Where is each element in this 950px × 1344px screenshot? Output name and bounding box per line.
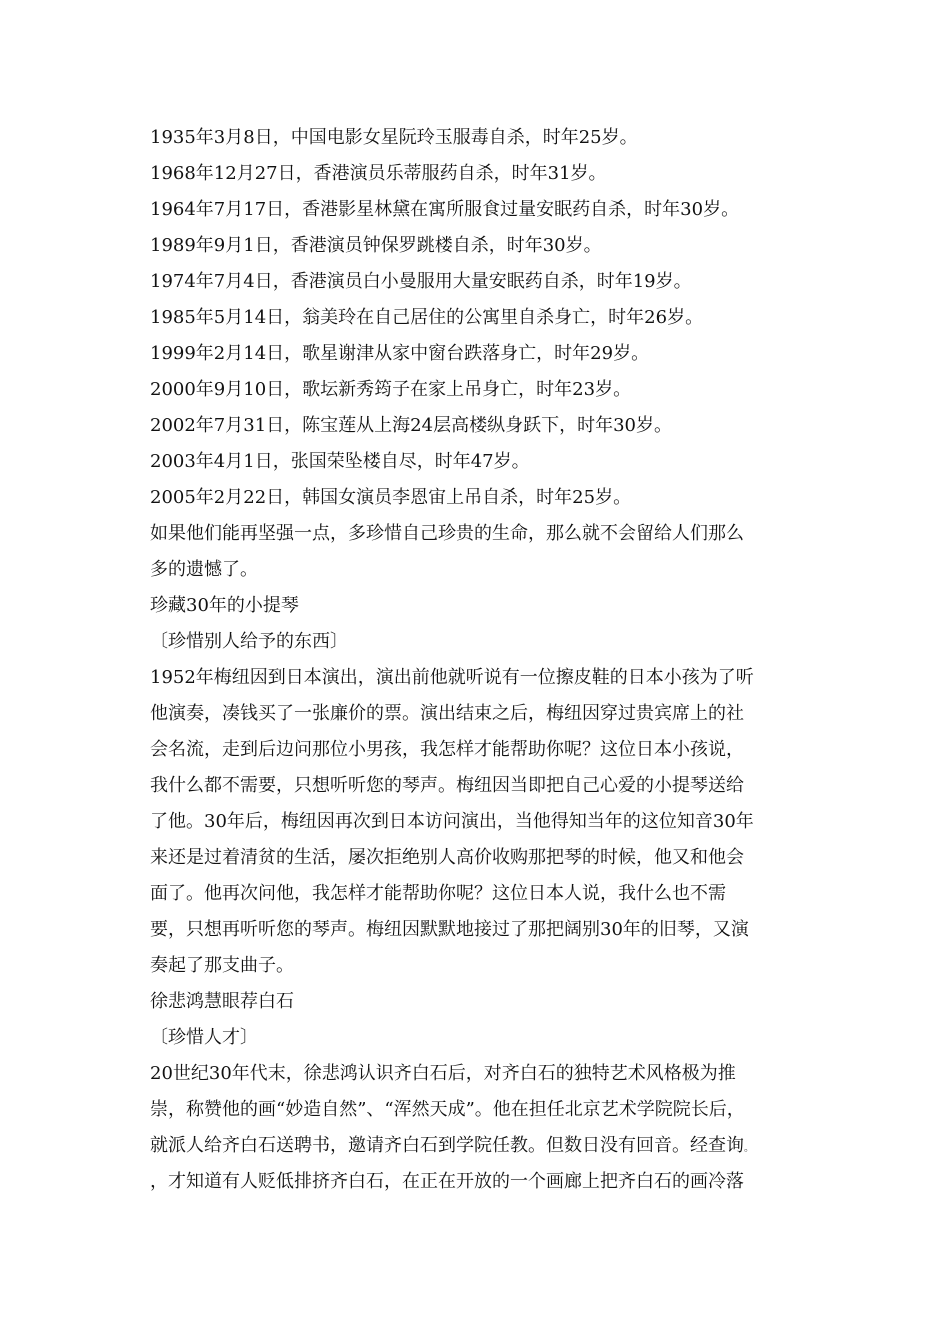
event-line: 1964年7月17日，香港影星林黛在寓所服食过量安眠药自杀，时年30岁。 [150,199,740,220]
paragraph-line: ，才知道有人贬低排挤齐白石，在正在开放的一个画廊上把齐白石的画冷落 [150,1171,744,1192]
paragraph-line [150,1128,800,1164]
story2-paragraph [150,1056,800,1200]
story1-paragraph [150,660,800,984]
paragraph-line: 如果他们能再坚强一点，多珍惜自己珍贵的生命，那么就不会留给人们那么 [150,523,744,544]
event-line: 2005年2月22日，韩国女演员李恩宙上吊自杀，时年25岁。 [150,487,632,508]
event-line: 2002年7月31日，陈宝莲从上海24层高楼纵身跃下，时年30岁。 [150,415,672,436]
paragraph-line: 来还是过着清贫的生活，屡次拒绝别人高价收购那把琴的时候，他又和他会 [150,847,744,868]
event-line: 1985年5月14日，翁美玲在自己居住的公寓里自杀身亡，时年26岁。 [150,307,704,328]
event-line: 1989年9月1日，香港演员钟保罗跳楼自杀，时年30岁。 [150,235,602,256]
event-line: 2003年4月1日，张国荣坠楼自尽，时年47岁。 [150,451,530,472]
paragraph-line: 20世纪30年代末，徐悲鸿认识齐白石后，对齐白石的独特艺术风格极为推 [150,1063,736,1084]
story2-subtitle: 〔珍惜人才〕 [150,1027,258,1048]
suicide-events-list [150,120,800,516]
story2-title: 徐悲鸿慧眼荐白石 [150,991,294,1012]
story1-subtitle: 〔珍惜别人给予的东西〕 [150,631,348,652]
paragraph-line: 崇，称赞他的画“妙造自然”、“浑然天成”。他在担任北京艺术学院院长后， [150,1099,745,1120]
trailing-period-mark: 。 [744,1143,754,1154]
event-line: 1935年3月8日，中国电影女星阮玲玉服毒自杀，时年25岁。 [150,127,638,148]
story1-title: 珍藏30年的小提琴 [150,595,299,616]
conclusion-paragraph [150,516,800,588]
paragraph-line: 他演奏，凑钱买了一张廉价的票。演出结束之后，梅纽因穿过贵宾席上的社 [150,703,744,724]
paragraph-line: 1952年梅纽因到日本演出，演出前他就听说有一位擦皮鞋的日本小孩为了听 [150,667,754,688]
paragraph-line: 奏起了那支曲子。 [150,955,294,976]
paragraph-line-text: 就派人给齐白石送聘书，邀请齐白石到学院任教。但数日没有回音。经查询 [150,1135,744,1156]
event-line: 1968年12月27日，香港演员乐蒂服药自杀，时年31岁。 [150,163,607,184]
paragraph-line: 要，只想再听听您的琴声。梅纽因默默地接过了那把阔别30年的旧琴，又演 [150,919,749,940]
paragraph-line: 我什么都不需要，只想听听您的琴声。梅纽因当即把自己心爱的小提琴送给 [150,775,744,796]
paragraph-line: 多的遗憾了。 [150,559,258,580]
paragraph-line: 面了。他再次问他，我怎样才能帮助你呢？这位日本人说，我什么也不需 [150,883,726,904]
event-line: 2000年9月10日，歌坛新秀筠子在家上吊身亡，时年23岁。 [150,379,632,400]
document-body [150,120,800,1200]
paragraph-line: 会名流，走到后边问那位小男孩，我怎样才能帮助你呢？这位日本小孩说， [150,739,744,760]
event-line: 1974年7月4日，香港演员白小曼服用大量安眠药自杀，时年19岁。 [150,271,692,292]
paragraph-line: 了他。30年后，梅纽因再次到日本访问演出，当他得知当年的这位知音30年 [150,811,754,832]
event-line: 1999年2月14日，歌星谢津从家中窗台跌落身亡，时年29岁。 [150,343,650,364]
